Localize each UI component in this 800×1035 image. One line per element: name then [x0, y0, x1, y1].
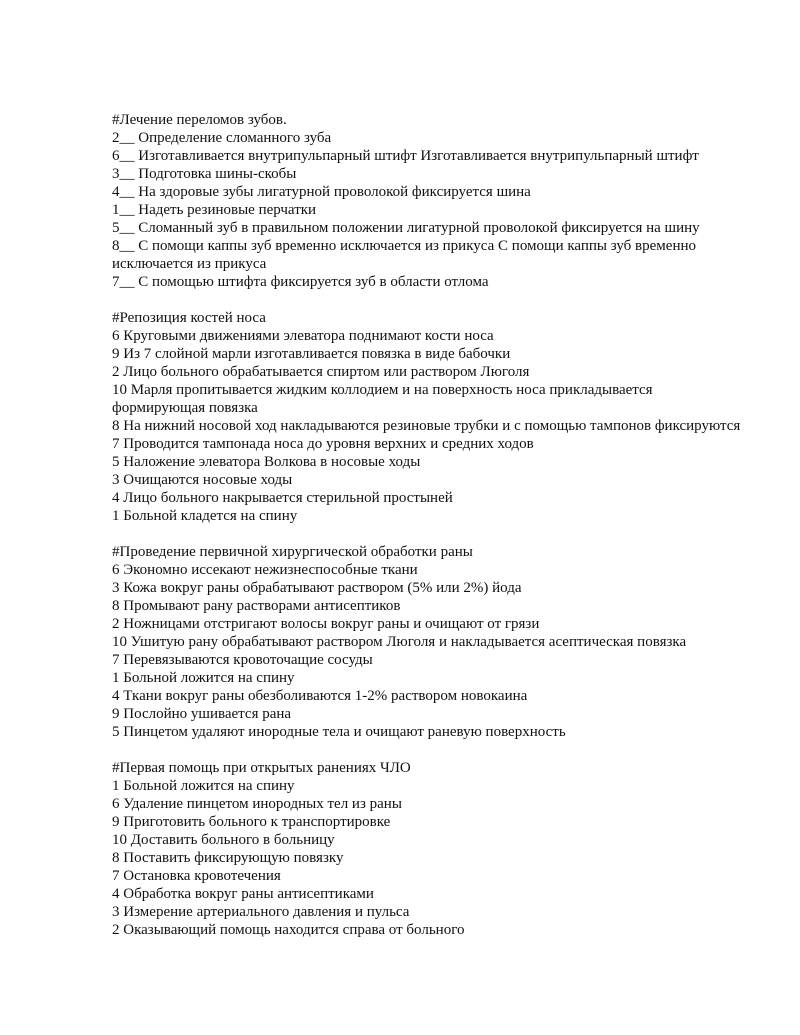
list-item: 4 Лицо больного накрывается стерильной простыней [112, 490, 453, 506]
list-item: 2 Лицо больного обрабатывается спиртом или раствором Люголя [112, 364, 530, 380]
list-item: 7 Перевязываются кровоточащие сосуды [112, 652, 373, 668]
list-item: 10 Марля пропитывается жидким коллодием и на поверхность носа прикладывается формирующая повязка [112, 382, 653, 416]
list-item: 3 Кожа вокруг раны обрабатывают раствором (5% или 2%) йода [112, 580, 522, 596]
list-item: 1 Больной кладется на спину [112, 508, 298, 524]
list-item: 7 Проводится тампонада носа до уровня верхних и средних ходов [112, 436, 534, 452]
list-item: 4__ На здоровые зубы лигатурной проволокой фиксируется шина [112, 184, 531, 200]
list-item: 6 Удаление пинцетом инородных тел из раны [112, 796, 402, 812]
list-item: 6 Круговыми движениями элеватора поднимают кости носа [112, 328, 494, 344]
list-item: 7 Остановка кровотечения [112, 868, 281, 884]
section-title: #Проведение первичной хирургической обработки раны [112, 544, 473, 560]
list-item: 4 Ткани вокруг раны обезболиваются 1-2% раствором новокаина [112, 688, 528, 704]
list-item: 8 Промывают рану растворами антисептиков [112, 598, 401, 614]
list-item: 2 Ножницами отстригают волосы вокруг раны и очищают от грязи [112, 616, 540, 632]
list-item: 5__ Сломанный зуб в правильном положении лигатурной проволокой фиксируется на шину [112, 220, 700, 236]
list-item: 3 Очищаются носовые ходы [112, 472, 293, 488]
list-item: 10 Доставить больного в больницу [112, 832, 335, 848]
list-item: 8 На нижний носовой ход накладываются резиновые трубки и с помощью тампонов фиксируются [112, 418, 741, 434]
section-tooth-fracture-treatment [112, 111, 744, 291]
list-item: 4 Обработка вокруг раны антисептиками [112, 886, 374, 902]
list-item: 3 Измерение артериального давления и пульса [112, 904, 410, 920]
list-item: 3__ Подготовка шины-скобы [112, 166, 297, 182]
list-item: 6 Экономно иссекают нежизнеспособные ткани [112, 562, 418, 578]
list-item: 2 Оказывающий помощь находится справа от больного [112, 922, 465, 938]
list-item: 1 Больной ложится на спину [112, 778, 295, 794]
section-nasal-bone-reposition [112, 309, 744, 525]
list-item: 7__ С помощью штифта фиксируется зуб в области отлома [112, 274, 489, 290]
list-item: 8 Поставить фиксирующую повязку [112, 850, 344, 866]
section-title: #Первая помощь при открытых ранениях ЧЛО [112, 760, 411, 776]
list-item: 8__ С помощи каппы зуб временно исключается из прикуса С помощи каппы зуб временно исключается из прикуса [112, 238, 696, 272]
list-item: 9 Послойно ушивается рана [112, 706, 292, 722]
list-item: 2__ Определение сломанного зуба [112, 130, 332, 146]
list-item: 9 Приготовить больного к транспортировке [112, 814, 391, 830]
section-primary-wound-treatment [112, 543, 744, 741]
section-first-aid-open-wounds [112, 759, 744, 939]
list-item: 1 Больной ложится на спину [112, 670, 295, 686]
document-page [112, 111, 744, 939]
list-item: 1__ Надеть резиновые перчатки [112, 202, 317, 218]
list-item: 5 Наложение элеватора Волкова в носовые ходы [112, 454, 421, 470]
list-item: 9 Из 7 слойной марли изготавливается повязка в виде бабочки [112, 346, 511, 362]
list-item: 5 Пинцетом удаляют инородные тела и очищают раневую поверхность [112, 724, 566, 740]
list-item: 10 Ушитую рану обрабатывают раствором Люголя и накладывается асептическая повязка [112, 634, 687, 650]
section-title: #Репозиция костей носа [112, 310, 266, 326]
section-title: #Лечение переломов зубов. [112, 112, 287, 128]
list-item: 6__ Изготавливается внутрипульпарный штифт Изготавливается внутрипульпарный штифт [112, 148, 699, 164]
